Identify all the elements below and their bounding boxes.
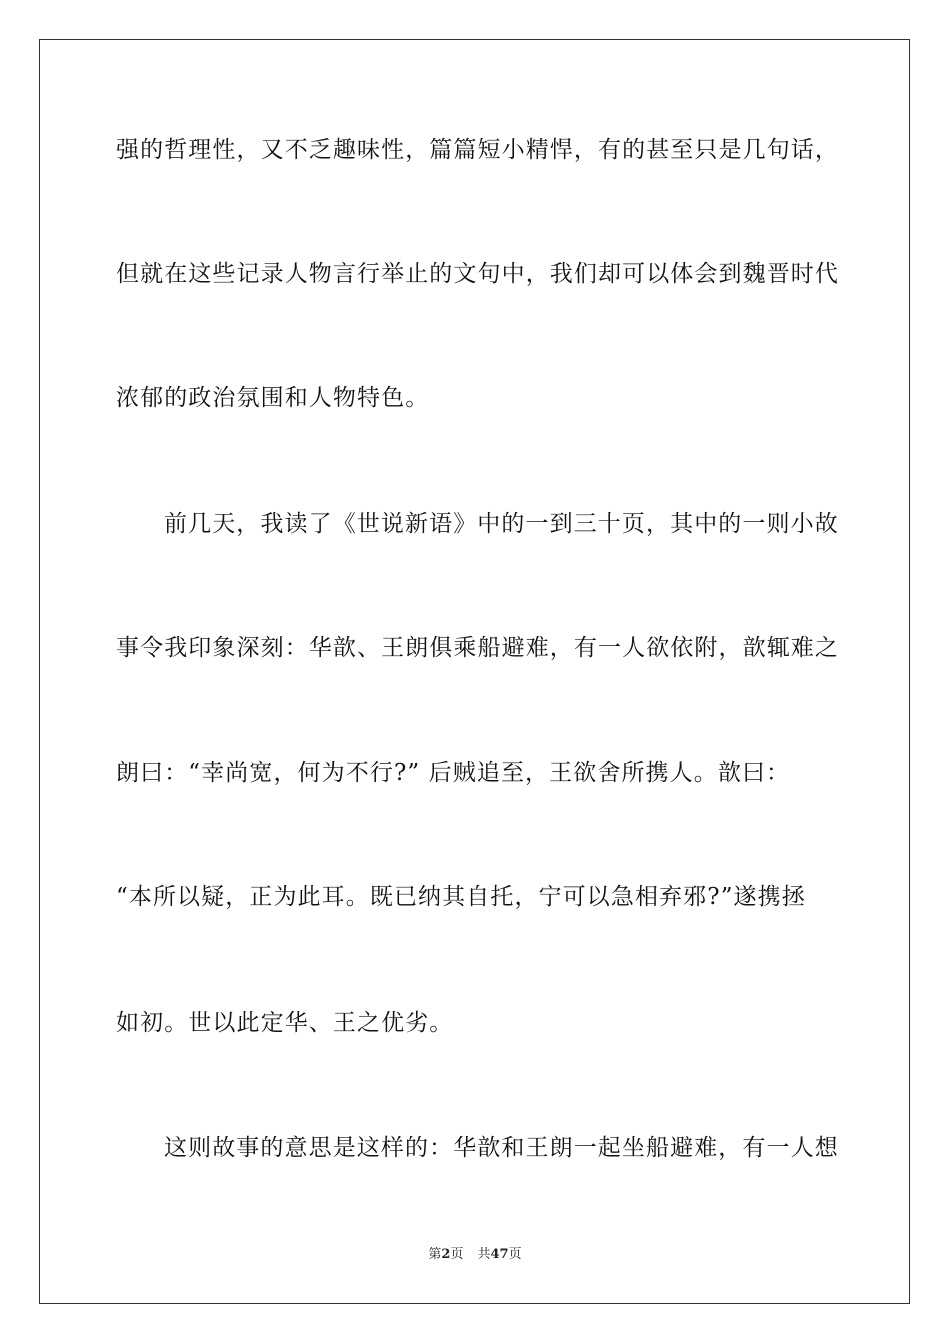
body-line-8: 如初。世以此定华、王之优劣。 (116, 1010, 454, 1036)
body-line-9: 这则故事的意思是这样的：华歆和王朗一起坐船避难，有一人想 (164, 1135, 839, 1161)
body-line-5: 事令我印象深刻：华歆、王朗俱乘船避难，有一人欲依附，歆辄难之 (116, 635, 839, 661)
body-line-7: “本所以疑，正为此耳。既已纳其自托，宁可以急相弃邪?”遂携拯 (116, 884, 806, 910)
page-footer (0, 1246, 950, 1264)
body-line-6: 朗曰：“幸尚宽，何为不行?” 后贼追至，王欲舍所携人。歆曰： (116, 760, 791, 786)
body-line-1: 强的哲理性，又不乏趣味性，篇篇短小精悍，有的甚至只是几句话， (116, 137, 839, 163)
page-number: 2 (441, 1247, 451, 1262)
page-suffix: 页 (450, 1247, 464, 1262)
total-prefix: 共 (477, 1247, 491, 1262)
page-frame (39, 39, 910, 1304)
body-line-2: 但就在这些记录人物言行举止的文句中，我们却可以体会到魏晋时代 (116, 261, 839, 287)
body-line-4: 前几天，我读了《世说新语》中的一到三十页，其中的一则小故 (164, 511, 839, 537)
body-line-3: 浓郁的政治氛围和人物特色。 (116, 385, 430, 411)
total-pages: 47 (490, 1247, 509, 1262)
total-suffix: 页 (508, 1247, 522, 1262)
page-prefix: 第 (428, 1247, 442, 1262)
